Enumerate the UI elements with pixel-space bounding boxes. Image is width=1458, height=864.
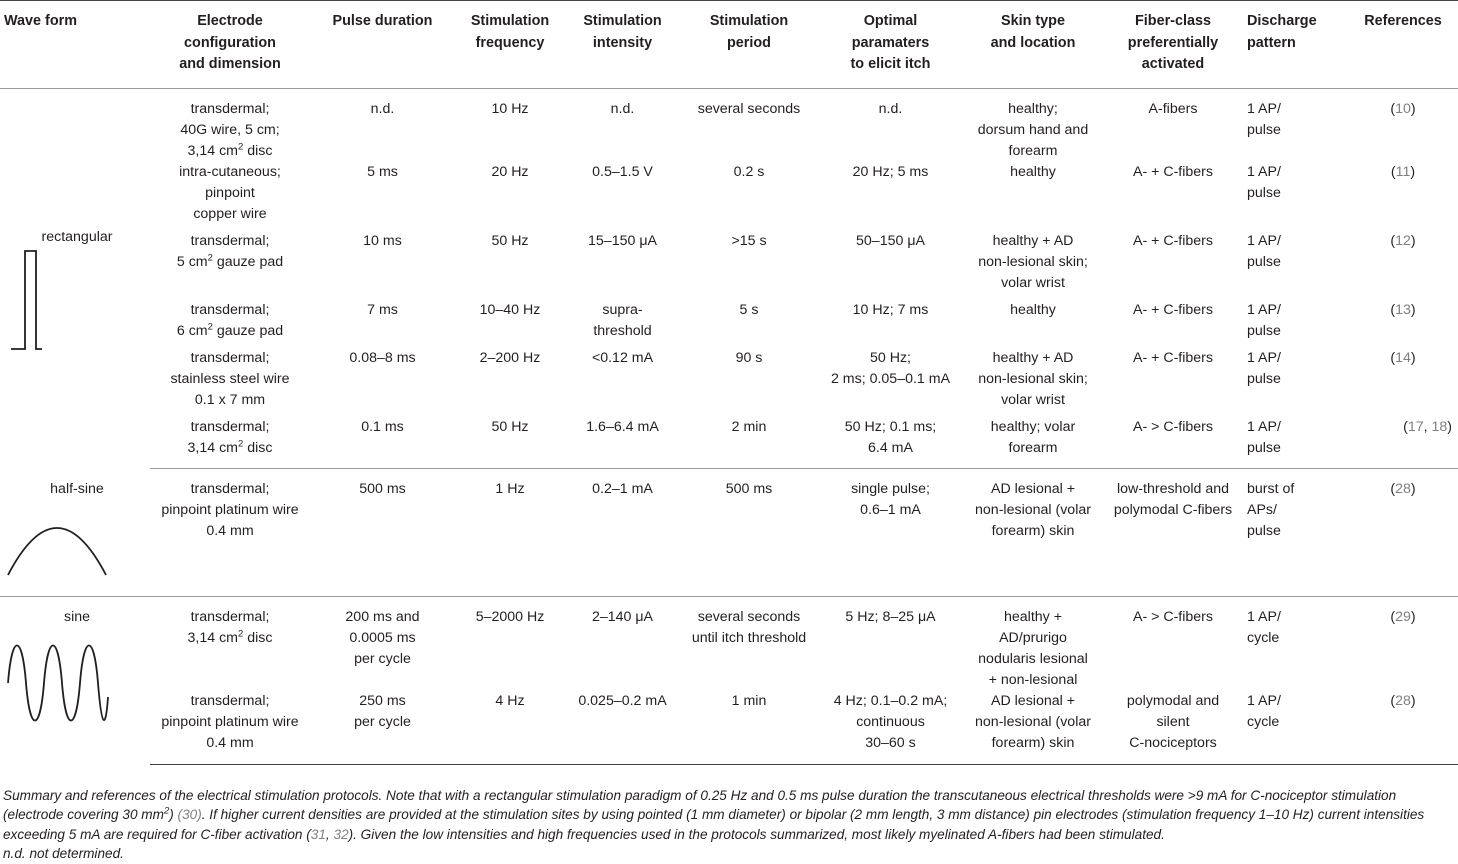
table-row [0, 597, 1458, 692]
period-cell: 90 s [735, 349, 763, 366]
reference-cell: (12) [1390, 232, 1416, 249]
electrode-cell: transdermal; stainless steel wire 0.1 x 7 mm [170, 349, 290, 408]
discharge-cell: burst of APs/ pulse [1243, 469, 1348, 597]
table-header [0, 1, 1458, 89]
reference-cell: (10) [1390, 100, 1416, 117]
skin-cell: AD lesional + non-lesional (volar forearm) skin [963, 691, 1103, 764]
intensity-cell: 15–150 μA [588, 232, 657, 249]
header-references: References [1364, 13, 1442, 29]
fiber-cell: A- + C-fibers [1132, 163, 1214, 180]
discharge-cell: 1 AP/ pulse [1247, 349, 1281, 387]
frequency-cell: 2–200 Hz [479, 349, 541, 366]
pulse-cell: n.d. [370, 100, 395, 117]
intensity-cell: supra- threshold [593, 301, 652, 339]
reference-cell: (11) [1390, 163, 1416, 180]
reference-link[interactable]: 31 [310, 826, 326, 842]
intensity-cell: <0.12 mA [591, 349, 654, 366]
frequency-cell: 4 Hz [455, 691, 565, 764]
reference-link[interactable]: 32 [333, 826, 349, 842]
fiber-cell: polymodal and silent C-nociceptors [1103, 691, 1243, 764]
header-discharge: Discharge pattern [1247, 13, 1317, 51]
intensity-cell: 0.025–0.2 mA [565, 691, 680, 764]
period-cell: 0.2 s [733, 163, 765, 180]
discharge-cell: 1 AP/ cycle [1247, 609, 1281, 646]
reference-link[interactable]: 10 [1395, 100, 1411, 117]
electrode-cell: transdermal; 6 $cm^2$ gauze pad [176, 301, 284, 339]
period-cell: several seconds until itch threshold [691, 609, 807, 646]
electrode-cell: intra-cutaneous; pinpoint copper wire [179, 163, 281, 222]
reference-link[interactable]: (30) [177, 807, 202, 823]
pulse-cell: 500 ms [310, 469, 455, 597]
reference-link[interactable]: 14 [1395, 349, 1411, 366]
wave-label-rectangular: rectangular [41, 228, 113, 245]
fiber-cell: A- + C-fibers [1132, 301, 1214, 318]
discharge-cell: 1 AP/ pulse [1247, 232, 1281, 270]
table-row [0, 417, 1458, 469]
reference-link[interactable]: 18 [1431, 418, 1448, 435]
frequency-cell: 10 Hz [491, 100, 529, 117]
skin-cell: healthy + AD non-lesional skin; volar wrist [978, 232, 1088, 291]
reference-cell: (29) [1390, 609, 1416, 625]
electrode-cell: transdermal; 3,14 $cm^2$ disc [150, 417, 310, 469]
electrode-cell: transdermal; 5 $cm^2$ gauze pad [176, 232, 284, 270]
skin-cell: healthy [1010, 163, 1056, 180]
header-frequency: Stimulation frequency [470, 13, 550, 51]
fiber-cell: A- + C-fibers [1132, 349, 1214, 366]
optimal-cell: 20 Hz; 5 ms [852, 163, 929, 180]
pulse-cell: 10 ms [363, 232, 402, 249]
discharge-cell: 1 AP/ cycle [1243, 691, 1348, 764]
optimal-cell: 50 Hz; 2 ms; 0.05–0.1 mA [830, 349, 951, 387]
reference-link[interactable]: 28 [1395, 481, 1411, 497]
period-cell: 2 min [680, 417, 818, 469]
reference-link[interactable]: 13 [1395, 301, 1411, 318]
skin-cell: healthy; volar forearm [963, 417, 1103, 469]
frequency-cell: 1 Hz [455, 469, 565, 597]
table-row [0, 691, 1458, 764]
wave-label-half-sine: half-sine [50, 480, 104, 497]
reference-link[interactable]: 17 [1407, 418, 1424, 435]
fiber-cell: A- + C-fibers [1132, 232, 1214, 249]
optimal-cell: single pulse; 0.6–1 mA [818, 469, 963, 597]
reference-cell: (28) [1348, 469, 1458, 597]
rectangular-wave-icon [2, 247, 62, 357]
table-row [0, 348, 1458, 417]
period-cell: several seconds [697, 100, 801, 117]
discharge-cell: 1 AP/ pulse [1243, 417, 1348, 469]
header-intensity: Stimulation intensity [583, 13, 662, 51]
reference-cell: (13) [1390, 301, 1416, 318]
frequency-cell: 10–40 Hz [479, 301, 541, 318]
optimal-cell: 4 Hz; 0.1–0.2 mA; continuous 30–60 s [818, 691, 963, 764]
skin-cell: healthy + AD/prurigo nodularis lesional + non-lesional [978, 609, 1088, 688]
discharge-cell: 1 AP/ pulse [1247, 163, 1281, 201]
pulse-cell: 7 ms [367, 301, 398, 318]
reference-link[interactable]: 29 [1395, 609, 1411, 625]
fiber-cell: low-threshold and polymodal C-fibers [1103, 469, 1243, 597]
wave-cell-half-sine [0, 469, 150, 597]
header-skin-type: Skin type and location [990, 13, 1076, 51]
frequency-cell: 5–2000 Hz [475, 609, 545, 625]
fiber-cell: A-fibers [1148, 100, 1198, 117]
period-cell: 500 ms [680, 469, 818, 597]
intensity-cell: 1.6–6.4 mA [565, 417, 680, 469]
reference-link[interactable]: 11 [1395, 163, 1411, 180]
frequency-cell: 50 Hz [491, 232, 529, 249]
half-sine-wave-icon [2, 499, 122, 579]
pulse-cell: 0.1 ms [310, 417, 455, 469]
period-cell: 5 s [739, 301, 759, 318]
intensity-cell: 0.5–1.5 V [592, 163, 653, 180]
frequency-cell: 20 Hz [491, 163, 529, 180]
intensity-cell: n.d. [610, 100, 635, 117]
optimal-cell: n.d. [878, 100, 903, 117]
table-row [0, 162, 1458, 231]
sine-wave-icon [2, 627, 122, 737]
header-optimal-parameters: Optimal paramaters to elicit itch [850, 13, 931, 72]
intensity-cell: 0.2–1 mA [565, 469, 680, 597]
table-row [0, 469, 1458, 597]
pulse-cell: 5 ms [367, 163, 398, 180]
abbreviation-note: n.d. not determined. [3, 846, 124, 862]
electrode-cell: transdermal; 40G wire, 5 cm; 3,14 $cm^2$ disc [180, 100, 280, 159]
skin-cell: healthy [1010, 301, 1056, 318]
reference-link[interactable]: 12 [1395, 232, 1411, 249]
intensity-cell: 2–140 μA [591, 609, 654, 625]
electrode-cell: transdermal; 3,14 $cm^2$ disc [187, 609, 273, 646]
electrode-cell: transdermal; pinpoint platinum wire 0.4 mm [150, 469, 310, 597]
skin-cell: AD lesional + non-lesional (volar forearm) skin [963, 469, 1103, 597]
wave-cell-sine [0, 597, 150, 765]
table-row [0, 231, 1458, 300]
optimal-cell: 50–150 μA [856, 232, 925, 249]
reference-link[interactable]: 28 [1395, 693, 1411, 709]
fiber-cell: A- > C-fibers [1132, 609, 1214, 625]
pulse-cell: 0.08–8 ms [349, 349, 416, 366]
header-wave-form: Wave form [4, 13, 78, 29]
optimal-cell: 50 Hz; 0.1 ms; 6.4 mA [818, 417, 963, 469]
fiber-cell: A- > C-fibers [1103, 417, 1243, 469]
header-electrode: Electrode configuration and dimension [179, 13, 281, 72]
period-cell: 1 min [680, 691, 818, 764]
reference-cell: (17, 18) [1348, 417, 1458, 469]
table-row [0, 88, 1458, 162]
skin-cell: healthy + AD non-lesional skin; volar wrist [978, 349, 1088, 408]
discharge-cell: 1 AP/ pulse [1247, 301, 1281, 339]
skin-cell: healthy; dorsum hand and forearm [977, 100, 1089, 159]
table-row [0, 300, 1458, 348]
header-pulse-duration: Pulse duration [332, 13, 433, 29]
wave-label-sine: sine [63, 609, 91, 625]
pulse-cell: 200 ms and 0.0005 ms per cycle [345, 609, 420, 667]
table-footnote: Summary and references of the electrical stimulation protocols. Note that with a rectangular stimulation paradigm of 0.25 Hz and 0.5 ms pulse duration the transcutaneous electrical thresholds were >9 mA for C-nociceptor stimulation (electrode covering 30 $mm^2$) (30). If higher current densities are provided at the stimulation sites by using pointed (1 mm diameter) or bipolar (2 mm length, 3 mm distance) pin electrodes (stimulation frequency 1–10 Hz) current intensities exceeding 5 mA are required for C-fiber activation (31, 32). Given the low intensities and high frequencies used in the protocols summarized, most likely myelinated A-fibers had been stimulated. n.d. not determined. [3, 788, 1425, 862]
period-cell: >15 s [731, 232, 767, 249]
wave-cell-rectangular [0, 88, 150, 469]
discharge-cell: 1 AP/ pulse [1247, 100, 1281, 138]
reference-cell: (28) [1348, 691, 1458, 764]
pulse-cell: 250 ms per cycle [310, 691, 455, 764]
frequency-cell: 50 Hz [455, 417, 565, 469]
header-period: Stimulation period [709, 13, 789, 51]
header-fiber-class: Fiber-class preferentially activated [1127, 13, 1219, 72]
optimal-cell: 5 Hz; 8–25 μA [845, 609, 936, 625]
reference-cell: (14) [1390, 349, 1416, 366]
electrode-cell: transdermal; pinpoint platinum wire 0.4 mm [150, 691, 310, 764]
optimal-cell: 10 Hz; 7 ms [852, 301, 929, 318]
